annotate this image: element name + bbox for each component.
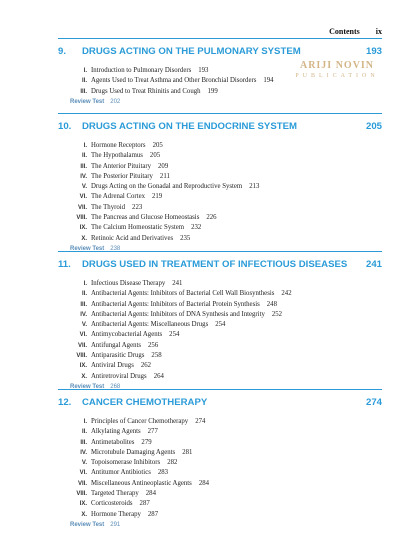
- chapter-page: 241: [365, 259, 382, 270]
- chapter-contents-list: [58, 141, 382, 244]
- entry-page: 274: [195, 418, 206, 425]
- toc-entry[interactable]: [70, 417, 382, 427]
- entry-numeral: II.: [81, 153, 87, 160]
- entry-numeral: I.: [83, 68, 87, 74]
- entry-numeral: II.: [81, 429, 87, 436]
- chapter-number: 10.: [58, 121, 72, 132]
- toc-entry[interactable]: [70, 479, 382, 489]
- toc-entry[interactable]: [70, 76, 382, 86]
- entry-title: Hormone Receptors: [91, 142, 146, 149]
- chapter-number: 12.: [58, 397, 72, 408]
- toc-entry[interactable]: [70, 213, 382, 223]
- toc-entry[interactable]: [70, 66, 382, 76]
- entry-page: 252: [271, 310, 283, 318]
- entry-numeral: IX.: [79, 225, 87, 232]
- toc-entry[interactable]: [70, 203, 382, 213]
- toc-entry[interactable]: [70, 182, 382, 192]
- entry-title: Miscellaneous Antineoplastic Agents: [91, 479, 192, 487]
- toc-entry[interactable]: [70, 330, 382, 340]
- chapter-contents-list: [58, 417, 382, 520]
- entry-page: 223: [132, 203, 143, 211]
- entry-page: 258: [151, 352, 162, 360]
- toc-entry[interactable]: [70, 372, 382, 382]
- review-test-link[interactable]: [58, 522, 382, 528]
- entry-title: The Posterior Pituitary: [91, 172, 153, 180]
- entry-numeral: IX.: [79, 501, 87, 508]
- toc-entry[interactable]: [70, 279, 382, 289]
- entry-page: 283: [157, 469, 169, 477]
- entry-page: 241: [172, 280, 183, 287]
- entry-title: Infectious Disease Therapy: [91, 280, 166, 287]
- entry-numeral: VII.: [77, 480, 87, 487]
- toc-entry[interactable]: [70, 162, 382, 172]
- chapter-number: 9.: [58, 46, 67, 57]
- entry-numeral: VIII.: [76, 491, 87, 498]
- entry-numeral: IV.: [80, 449, 87, 456]
- toc-entry[interactable]: [70, 489, 382, 499]
- entry-title: Introduction to Pulmonary Disorders: [91, 67, 192, 74]
- entry-page: 213: [249, 183, 260, 191]
- entry-title: The Thyroid: [91, 203, 126, 211]
- entry-page: 193: [198, 67, 209, 74]
- chapter-title: DRUGS USED IN TREATMENT OF INFECTIOUS DISEASES: [82, 259, 348, 270]
- entry-title: The Adrenal Cortex: [91, 193, 145, 201]
- entry-page: 256: [148, 341, 159, 349]
- entry-page: 287: [147, 510, 159, 518]
- entry-page: 248: [266, 300, 277, 308]
- entry-title: Antibacterial Agents: Inhibitors of Bacterial Cell Wall Biosynthesis: [91, 290, 275, 298]
- entry-page: 211: [159, 172, 170, 180]
- toc-entry[interactable]: [70, 234, 382, 244]
- entry-numeral: I.: [83, 281, 87, 287]
- chapter-page: 205: [365, 121, 382, 132]
- chapter-11: [58, 251, 382, 390]
- chapter-heading[interactable]: [58, 259, 382, 270]
- toc-entry[interactable]: [70, 320, 382, 330]
- chapter-contents-list: [58, 279, 382, 382]
- entry-numeral: III.: [80, 301, 87, 308]
- chapter-heading[interactable]: [58, 397, 382, 408]
- toc-entry[interactable]: [70, 310, 382, 320]
- chapter-page: 274: [365, 397, 382, 408]
- toc-entry[interactable]: [70, 458, 382, 468]
- toc-entry[interactable]: [70, 289, 382, 299]
- entry-title: Antiretroviral Drugs: [91, 372, 147, 380]
- entry-page: 264: [153, 372, 164, 380]
- chapter-heading[interactable]: [58, 121, 382, 132]
- chapter-page: 193: [365, 46, 382, 57]
- entry-numeral: IX.: [79, 363, 87, 370]
- entry-title: Drugs Used to Treat Rhinitis and Cough: [91, 87, 201, 95]
- entry-numeral: X.: [81, 511, 87, 518]
- chapter-10: [58, 113, 382, 252]
- entry-numeral: V.: [81, 322, 87, 329]
- toc-entry[interactable]: [70, 427, 382, 437]
- review-label: Review Test: [70, 383, 105, 390]
- running-header-page: ix: [375, 27, 382, 36]
- toc-entry[interactable]: [70, 192, 382, 202]
- review-test-link[interactable]: [58, 99, 382, 105]
- entry-numeral: X.: [81, 373, 87, 380]
- entry-title: Antimetabolites: [91, 438, 135, 446]
- entry-title: Retinoic Acid and Derivatives: [91, 234, 174, 242]
- toc-entry[interactable]: [70, 87, 382, 97]
- review-page: 238: [110, 245, 121, 252]
- entry-page: 279: [141, 438, 152, 446]
- entry-title: The Pancreas and Glucose Homeostasis: [91, 214, 200, 222]
- entry-numeral: IV.: [80, 311, 87, 318]
- toc-entry[interactable]: [70, 361, 382, 371]
- entry-title: The Calcium Homeostatic System: [91, 224, 185, 232]
- entry-title: Drugs Acting on the Gonadal and Reproductive System: [91, 183, 243, 191]
- toc-entry[interactable]: [70, 300, 382, 310]
- chapter-title: DRUGS ACTING ON THE PULMONARY SYSTEM: [82, 46, 301, 57]
- running-header: [329, 27, 382, 36]
- entry-page: 277: [147, 428, 158, 436]
- entry-page: 205: [149, 152, 161, 160]
- chapter-number: 11.: [58, 259, 71, 270]
- entry-title: Topoisomerase Inhibitors: [91, 459, 161, 467]
- review-page: 202: [110, 98, 121, 105]
- watermark-name: ARIJI NOVIN: [299, 60, 375, 71]
- review-page: 268: [110, 383, 121, 390]
- chapter-title: DRUGS ACTING ON THE ENDOCRINE SYSTEM: [82, 121, 297, 132]
- toc-entry[interactable]: [70, 468, 382, 478]
- entry-numeral: III.: [80, 163, 87, 170]
- entry-page: 199: [207, 87, 218, 95]
- entry-page: 194: [263, 77, 274, 85]
- entry-numeral: III.: [80, 439, 87, 446]
- entry-title: Antibacterial Agents: Inhibitors of DNA Synthesis and Integrity: [91, 310, 265, 318]
- entry-page: 254: [215, 321, 226, 329]
- entry-page: 209: [158, 162, 169, 170]
- entry-title: Hormone Therapy: [91, 510, 141, 518]
- toc-entry[interactable]: [70, 510, 382, 520]
- entry-numeral: III.: [80, 88, 87, 95]
- entry-numeral: VI.: [79, 332, 87, 339]
- entry-page: 232: [191, 224, 202, 232]
- review-label: Review Test: [70, 521, 105, 528]
- toc-entry[interactable]: [70, 341, 382, 351]
- entry-title: Antifungal Agents: [91, 341, 142, 349]
- entry-numeral: V.: [81, 460, 87, 467]
- entry-page: 287: [139, 500, 150, 508]
- entry-title: Targeted Therapy: [91, 490, 139, 498]
- entry-page: 284: [145, 490, 156, 498]
- toc-entry[interactable]: [70, 438, 382, 448]
- review-label: Review Test: [70, 245, 105, 252]
- entry-title: Antitumor Antibiotics: [91, 469, 151, 477]
- chapter-contents-list: [58, 66, 382, 97]
- chapter-heading[interactable]: [58, 46, 382, 57]
- toc-entry[interactable]: [70, 223, 382, 233]
- entry-numeral: VI.: [79, 194, 87, 201]
- entry-numeral: V.: [81, 184, 87, 191]
- chapter-12: [58, 389, 382, 528]
- entry-page: 281: [182, 448, 193, 456]
- review-label: Review Test: [70, 98, 105, 105]
- entry-title: Antibacterial Agents: Miscellaneous Drugs: [91, 321, 209, 329]
- entry-numeral: II.: [81, 78, 87, 85]
- entry-numeral: VI.: [79, 470, 87, 477]
- entry-numeral: I.: [83, 419, 87, 425]
- toc-entry[interactable]: [70, 499, 382, 509]
- entry-title: Alkylating Agents: [91, 428, 141, 436]
- entry-page: 235: [180, 234, 191, 242]
- entry-page: 219: [151, 193, 163, 201]
- entry-title: The Hypothalamus: [91, 152, 143, 160]
- entry-page: 205: [152, 142, 163, 149]
- entry-numeral: I.: [83, 143, 87, 149]
- entry-numeral: VIII.: [76, 215, 87, 222]
- entry-numeral: VIII.: [76, 353, 87, 360]
- toc-entry[interactable]: [70, 151, 382, 161]
- entry-title: Antimycobacterial Agents: [91, 331, 163, 339]
- entry-title: Microtubule Damaging Agents: [91, 448, 176, 456]
- watermark-sub: PUBLICATION: [295, 73, 379, 79]
- running-header-section: Contents: [329, 27, 360, 36]
- entry-page: 242: [281, 290, 292, 298]
- chapter-9: [58, 38, 382, 105]
- entry-title: Antiparasitic Drugs: [91, 352, 145, 360]
- toc-entry[interactable]: [70, 448, 382, 458]
- entry-title: Agents Used to Treat Asthma and Other Bronchial Disorders: [91, 77, 257, 85]
- entry-numeral: VII.: [77, 204, 87, 211]
- entry-page: 284: [198, 479, 210, 487]
- entry-title: Corticosteroids: [91, 500, 133, 508]
- entry-title: Principles of Cancer Chemotherapy: [91, 418, 189, 425]
- entry-page: 226: [206, 214, 217, 222]
- entry-page: 282: [167, 459, 178, 467]
- entry-title: Antiviral Drugs: [91, 362, 134, 370]
- entry-page: 262: [140, 362, 152, 370]
- toc-entry[interactable]: [70, 351, 382, 361]
- entry-title: Antibacterial Agents: Inhibitors of Bacterial Protein Synthesis: [91, 300, 260, 308]
- review-page: 291: [110, 521, 121, 528]
- entry-numeral: VII.: [77, 342, 87, 349]
- chapter-title: CANCER CHEMOTHERAPY: [82, 397, 208, 408]
- toc-entry[interactable]: [70, 141, 382, 151]
- entry-numeral: II.: [81, 291, 87, 298]
- toc-entry[interactable]: [70, 172, 382, 182]
- entry-page: 254: [169, 331, 180, 339]
- entry-title: The Anterior Pituitary: [91, 162, 152, 170]
- entry-numeral: IV.: [80, 173, 87, 180]
- entry-numeral: X.: [81, 235, 87, 242]
